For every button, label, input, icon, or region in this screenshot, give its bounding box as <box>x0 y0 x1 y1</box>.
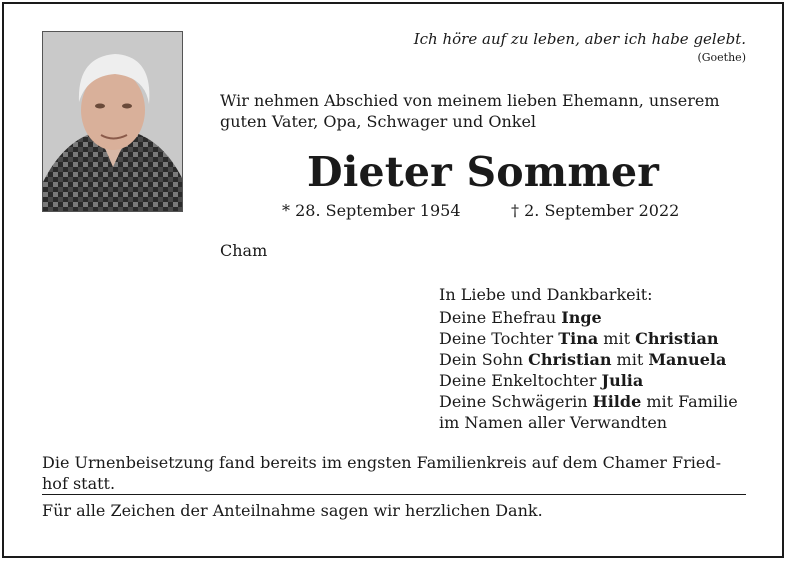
intro-line-2: guten Vater, Opa, Schwager und Onkel <box>220 112 537 131</box>
intro-text <box>220 90 750 132</box>
mourners-list <box>439 307 738 433</box>
mourner-line: Deine Schwägerin Hilde mit Familie <box>439 392 738 411</box>
burial-line-2: hof statt. <box>42 474 116 493</box>
quote-text: Ich höre auf zu leben, aber ich habe gelebt. <box>413 30 746 48</box>
mourners-heading: In Liebe und Dankbarkeit: <box>439 285 653 304</box>
mourner-line: Deine Ehefrau Inge <box>439 308 602 327</box>
death-date: † 2. September 2022 <box>511 201 680 220</box>
deceased-name: Dieter Sommer <box>306 148 660 196</box>
portrait-photo <box>42 31 183 212</box>
mourner-line: Deine Tochter Tina mit Christian <box>439 329 719 348</box>
closing-thanks: Für alle Zeichen der Anteilnahme sagen wir herzlichen Dank. <box>42 501 543 520</box>
burial-line-1: Die Urnenbeisetzung fand bereits im engsten Familienkreis auf dem Chamer Fried- <box>42 453 722 472</box>
mourner-line: Deine Enkeltochter Julia <box>439 371 644 390</box>
burial-note <box>42 452 752 494</box>
place-name: Cham <box>220 241 268 260</box>
mourner-line: Dein Sohn Christian mit Manuela <box>439 350 727 369</box>
intro-line-1: Wir nehmen Abschied von meinem lieben Ehemann, unserem <box>220 91 720 110</box>
portrait-image <box>43 32 183 212</box>
mourner-line: im Namen aller Verwandten <box>439 413 668 432</box>
divider-line <box>42 494 746 495</box>
quote-author: (Goethe) <box>697 51 746 64</box>
birth-date: * 28. September 1954 <box>282 201 461 220</box>
